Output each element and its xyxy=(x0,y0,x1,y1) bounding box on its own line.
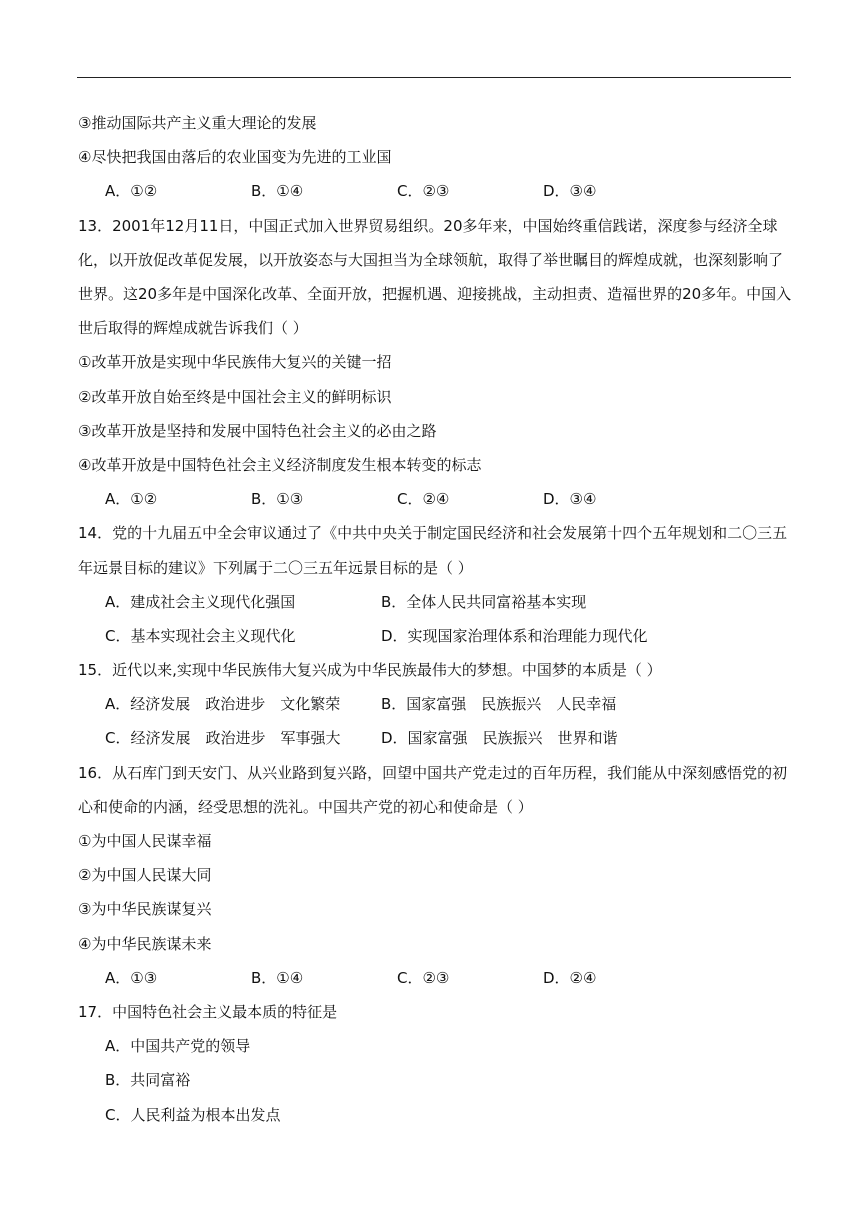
q14-option-b[interactable]: B．全体人民共同富裕基本实现 xyxy=(381,592,587,611)
q12-option-a[interactable]: A．①② xyxy=(105,182,158,201)
q12-item-3: ③推动国际共产主义重大理论的发展 xyxy=(78,114,317,132)
q12-item-4: ④尽快把我国由落后的农业国变为先进的工业国 xyxy=(78,148,392,167)
q16-option-c[interactable]: C．②③ xyxy=(397,968,450,987)
q17-option-c[interactable]: C．人民利益为根本出发点 xyxy=(105,1105,281,1124)
q12-option-b[interactable]: B．①④ xyxy=(251,182,304,201)
q17-option-b[interactable]: B．共同富裕 xyxy=(105,1071,191,1090)
q16-option-b[interactable]: B．①④ xyxy=(251,968,304,987)
question-content xyxy=(78,106,792,1132)
q12-option-c[interactable]: C．②③ xyxy=(397,182,450,201)
q15-options-row-2 xyxy=(78,721,792,755)
q16-options xyxy=(78,961,792,995)
q15-option-b[interactable]: B．国家富强 民族振兴 人民幸福 xyxy=(381,695,617,714)
q13-item-2: ②改革开放自始至终是中国社会主义的鲜明标识 xyxy=(78,387,392,406)
q14-option-a[interactable]: A．建成社会主义现代化强国 xyxy=(105,592,296,611)
q13-option-c[interactable]: C．②④ xyxy=(397,490,450,509)
header-rule xyxy=(77,77,791,78)
q13-item-1: ①改革开放是实现中华民族伟大复兴的关键一招 xyxy=(78,353,392,372)
q14-stem: 14．党的十九届五中全会审议通过了《中共中央关于制定国民经济和社会发展第十四个五年规划和二〇三五年远景目标的建议》下列属于二〇三五年远景目标的是（ ） xyxy=(78,524,788,577)
q16-item-2: ②为中国人民谋大同 xyxy=(78,866,212,885)
q13-stem: 13．2001年12月11日，中国正式加入世界贸易组织。20多年来，中国始终重信践诺，深度参与经济全球化，以开放促改革促发展，以开放姿态与大国担当为全球领航，取得了举世瞩目的辉煌成就，也深刻影响了世界。这20多年是中国深化改革、全面开放，把握机遇、迎接挑战，主动担责、造福世界的20多年。中国入世后取得的辉煌成就告诉我们（ ） xyxy=(78,216,792,338)
q14-options-row-2 xyxy=(78,619,792,653)
q13-option-a[interactable]: A．①② xyxy=(105,490,158,509)
q13-item-4: ④改革开放是中国特色社会主义经济制度发生根本转变的标志 xyxy=(78,455,482,474)
q13-option-d[interactable]: D．③④ xyxy=(543,490,597,509)
q13-options xyxy=(78,482,792,516)
q17-stem: 17．中国特色社会主义最本质的特征是 xyxy=(78,1003,338,1021)
q14-option-c[interactable]: C．基本实现社会主义现代化 xyxy=(105,626,296,645)
q15-stem: 15．近代以来,实现中华民族伟大复兴成为中华民族最伟大的梦想。中国梦的本质是（ ） xyxy=(78,661,662,680)
q13-option-b[interactable]: B．①③ xyxy=(251,490,304,509)
q14-option-d[interactable]: D．实现国家治理体系和治理能力现代化 xyxy=(381,626,648,645)
q14-options-row-1 xyxy=(78,585,792,619)
q15-options-row-1 xyxy=(78,687,792,721)
q12-options xyxy=(78,174,792,208)
q17-option-a[interactable]: A．中国共产党的领导 xyxy=(105,1037,251,1056)
q16-stem: 16．从石库门到天安门、从兴业路到复兴路，回望中国共产党走过的百年历程，我们能从中深刻感悟党的初心和使命的内涵，经受思想的洗礼。中国共产党的初心和使命是（ ） xyxy=(78,763,788,816)
q13-item-3: ③改革开放是坚持和发展中国特色社会主义的必由之路 xyxy=(78,421,437,440)
q16-item-3: ③为中华民族谋复兴 xyxy=(78,900,212,919)
q16-item-4: ④为中华民族谋未来 xyxy=(78,934,212,953)
q16-item-1: ①为中国人民谋幸福 xyxy=(78,832,212,851)
q15-option-d[interactable]: D．国家富强 民族振兴 世界和谐 xyxy=(381,729,618,748)
q12-option-d[interactable]: D．③④ xyxy=(543,182,597,201)
q15-option-a[interactable]: A．经济发展 政治进步 文化繁荣 xyxy=(105,695,341,714)
q16-option-a[interactable]: A．①③ xyxy=(105,968,158,987)
q15-option-c[interactable]: C．经济发展 政治进步 军事强大 xyxy=(105,729,341,748)
q16-option-d[interactable]: D．②④ xyxy=(543,968,597,987)
